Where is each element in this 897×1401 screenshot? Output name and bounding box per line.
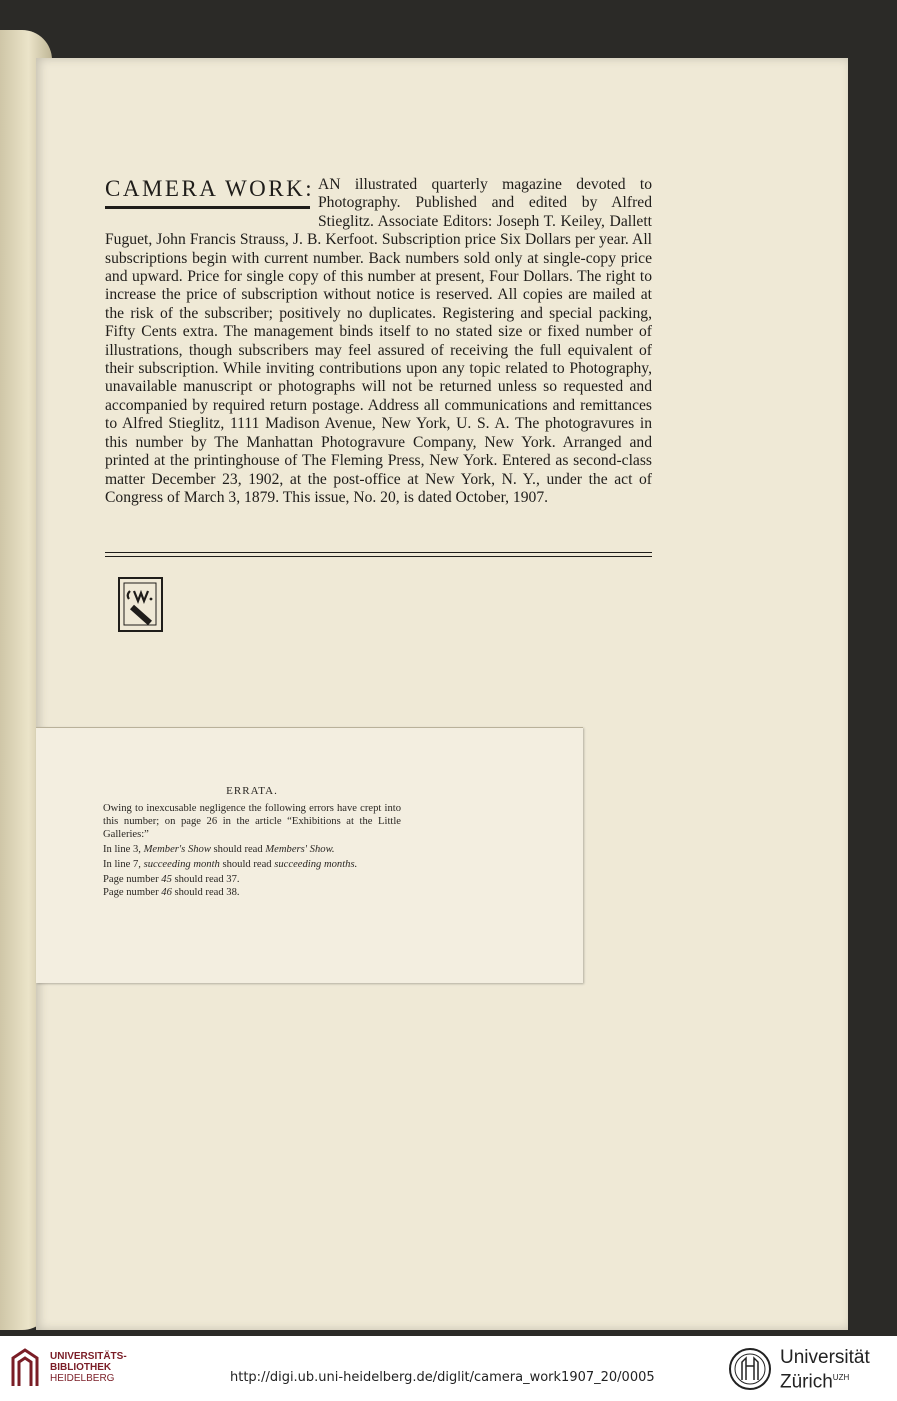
magazine-title: CAMERA WORK: (105, 176, 315, 201)
colophon-body: AN illustrated quarterly magazine devoted to Photography. Published and edited by Alfred Stieglitz. Associate Editors: Joseph T. Keiley, Dallett Fuguet, John Francis Strauss, J. B. Kerfoot. Subscription price Six Dollars per year. All subscriptions begin with current number. Back numbers sold only at single-copy price and upward. Price for single copy of this number at present, Four Dollars. The right to increase the price of subscription without notice is reserved. All copies are mailed at the risk of the subscriber; positively no duplicates. Registering and special packing, Fifty Cents extra. The management binds itself to no stated size or fixed number of illustrations, though subscribers may feel assured of receiving the full equivalent of their subscription. While inviting contributions upon any topic related to Photography, unavailable manuscript or photographs will not be returned unless so requested and accompanied by required return postage. Address all communications and remittances to Alfred Stieglitz, 1111 Madison Avenue, New York, U. S. A. The photogravures in this number by The Manhattan Photogravure Company, New York. Arranged and printed at the printinghouse of The Fleming Press, New York. Entered as second-class matter December 23, 1902, at the post-office at New York, N. Y., under the act of Congress of March 3, 1879. This issue, No. 20, is dated October, 1907. (105, 176, 652, 506)
errata-intro: Owing to inexcusable negligence the following errors have crept into this number; on page 26 in the article “Exhibitions at the Little Galleries:” (103, 803, 401, 840)
uzh-name[interactable]: Universität Zürich$^{UZH}$ (780, 1347, 870, 1393)
double-rule-divider (105, 552, 652, 557)
errata-line-3: In line 3, Member's Show should read Members' Show. (103, 844, 335, 855)
uzh-seal-icon[interactable] (728, 1344, 772, 1394)
ub-heidelberg-name[interactable]: UNIVERSITÄTS- BIBLIOTHEK HEIDELBERG (50, 1351, 127, 1384)
errata-page-45: Page number 45 should read 37. (103, 874, 240, 885)
errata-title: ERRATA. (226, 785, 278, 797)
cw-monogram-icon (120, 579, 160, 629)
errata-line-7: In line 7, succeeding month should read succeeding months. (103, 859, 358, 870)
cw-monogram (118, 577, 163, 632)
permalink-url[interactable]: http://digi.ub.uni-heidelberg.de/diglit/camera_work1907_20/0005 (230, 1370, 655, 1385)
errata-page-46: Page number 46 should read 38. (103, 887, 240, 898)
colophon-text (105, 176, 652, 507)
viewer-footer (0, 1336, 897, 1401)
ub-heidelberg-logo-icon[interactable] (10, 1346, 40, 1390)
errata-slip (103, 785, 401, 899)
